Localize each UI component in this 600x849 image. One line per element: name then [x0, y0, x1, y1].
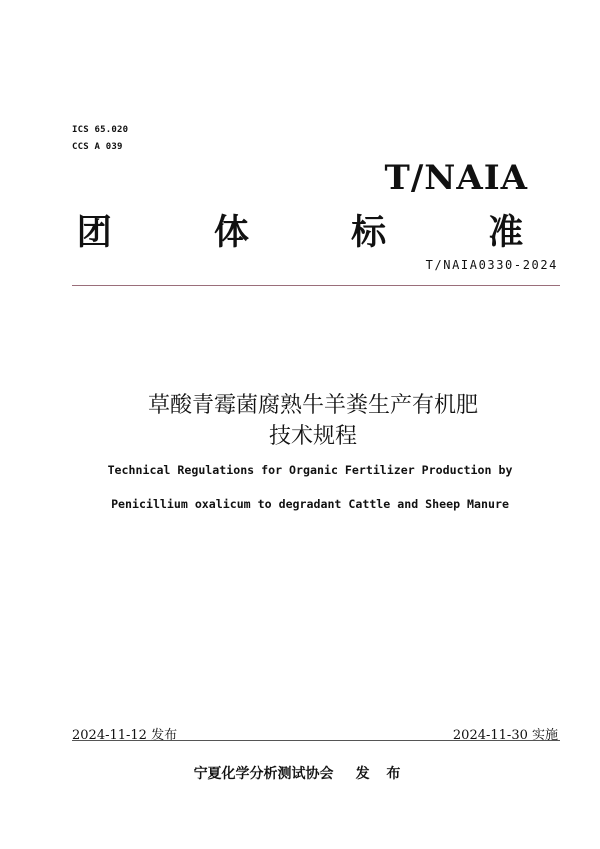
publisher-name: 宁夏化学分析测试协会 [193, 766, 334, 782]
title-zh-line-1: 草酸青霉菌腐熟牛羊粪生产有机肥 [147, 393, 478, 418]
publisher-line [0, 763, 600, 783]
header-divider [72, 285, 560, 286]
standard-type-text: 团 体 标 准 [76, 213, 569, 253]
issue-date: 2024-11-12 发布 [72, 728, 178, 743]
implementation-date: 2024-11-30 实施 [452, 728, 558, 743]
publisher-action: 发 布 [355, 766, 407, 782]
title-en-line-2: Penicillium oxalicum to degradant Cattle and Sheep Manure [111, 497, 509, 511]
footer-divider [72, 740, 560, 741]
ics-code: ICS 65.020 [72, 125, 129, 135]
standard-type-heading [0, 205, 600, 255]
organization-code: T/NAIA [384, 158, 528, 198]
standard-number: T/NAIA0330-2024 [425, 258, 558, 272]
title-zh-line-2: 技术规程 [268, 424, 357, 449]
ccs-code: CCS A 039 [72, 142, 123, 152]
title-en-line-1: Technical Regulations for Organic Fertilizer Production by [107, 463, 513, 477]
